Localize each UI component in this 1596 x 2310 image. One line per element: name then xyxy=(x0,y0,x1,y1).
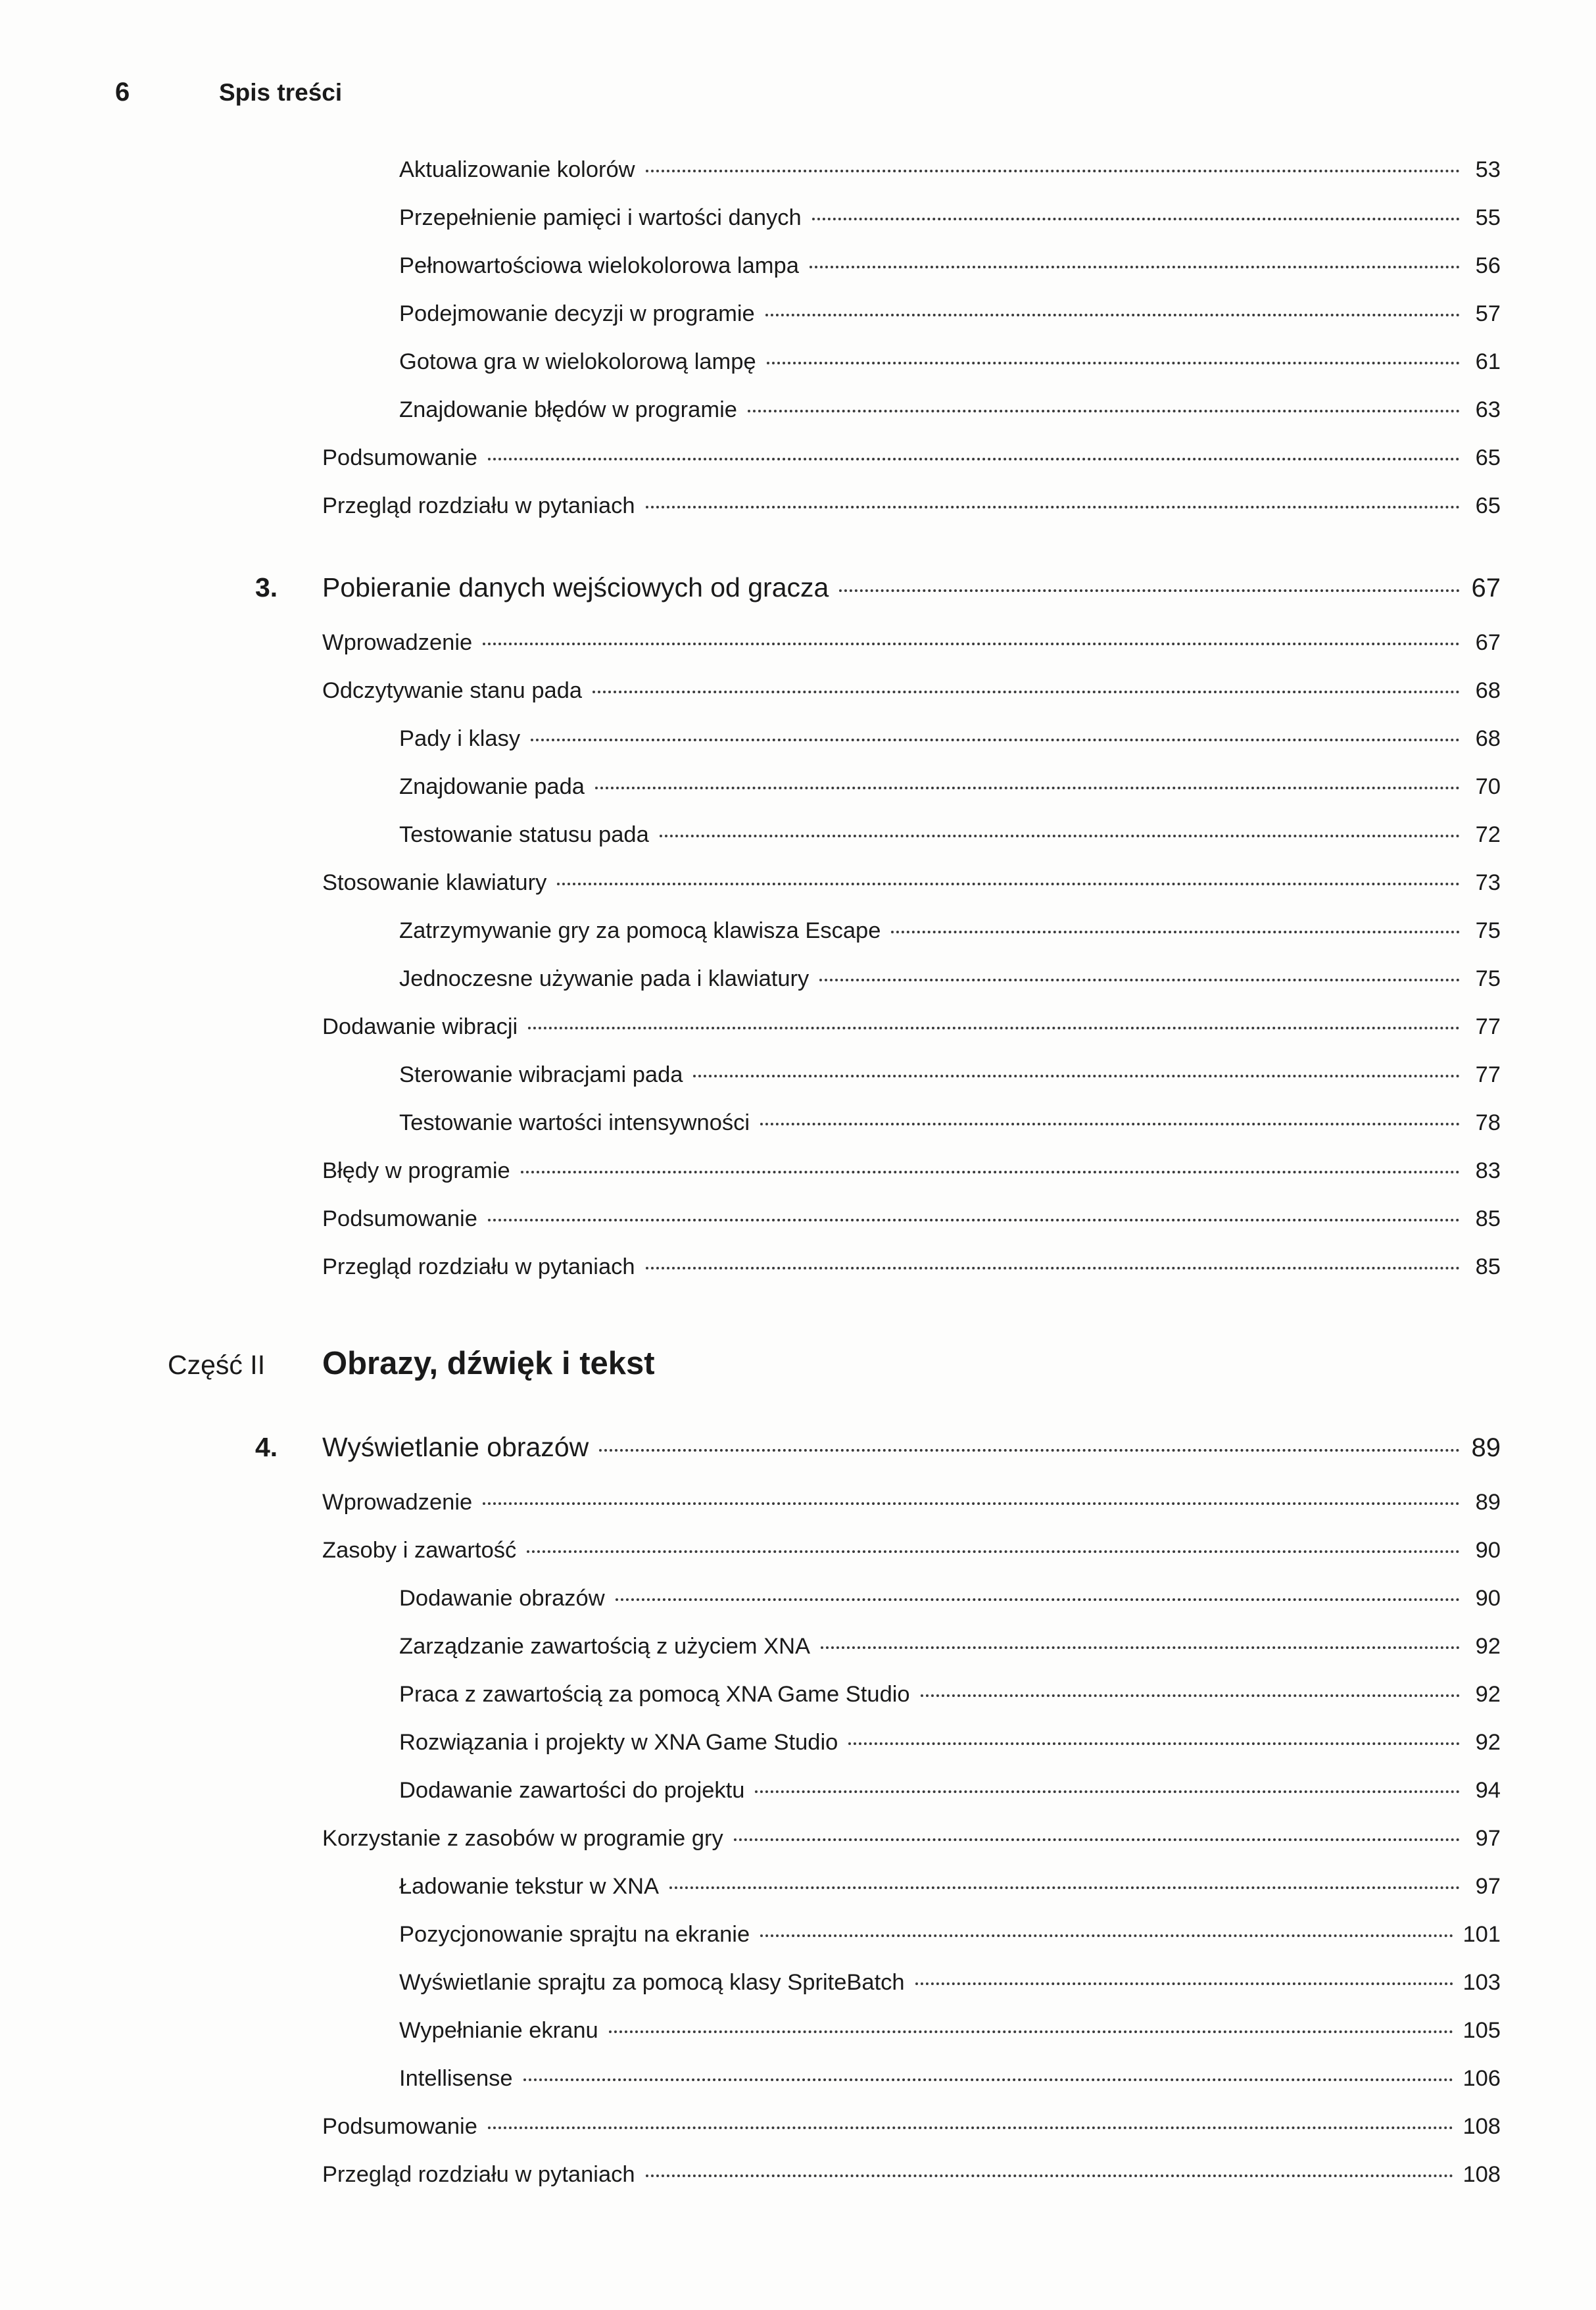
dot-leader xyxy=(599,1449,1460,1452)
toc-entry-page-number: 73 xyxy=(1475,870,1501,895)
toc-entry-label: Przegląd rozdziału w pytaniach xyxy=(322,2162,635,2187)
dot-leader xyxy=(488,458,1460,460)
dot-leader xyxy=(839,589,1460,592)
toc-entry-label: Wypełnianie ekranu xyxy=(399,2018,598,2043)
chapter-number: 4. xyxy=(255,1432,278,1462)
toc-entry-label: Znajdowanie pada xyxy=(399,774,585,799)
toc-entry-page-number: 92 xyxy=(1475,1682,1501,1707)
dot-leader xyxy=(521,1171,1460,1173)
toc-entry-label: Aktualizowanie kolorów xyxy=(399,157,635,182)
toc-entry xyxy=(0,1767,1501,1815)
toc-entry-label: Zasoby i zawartość xyxy=(322,1538,517,1563)
toc-entry-label: Dodawanie wibracji xyxy=(322,1014,518,1039)
dot-leader xyxy=(760,1123,1460,1125)
part-title: Obrazy, dźwięk i tekst xyxy=(322,1346,655,1381)
dot-leader xyxy=(767,362,1460,364)
toc-entry xyxy=(0,482,1501,530)
toc-entry-page-number: 72 xyxy=(1475,822,1501,847)
toc-entry-page-number: 106 xyxy=(1463,2066,1501,2091)
toc-entry-page-number: 61 xyxy=(1475,349,1501,374)
toc-entry-label: Intellisense xyxy=(399,2066,513,2091)
toc-entry-page-number: 55 xyxy=(1475,205,1501,230)
toc-entry-page-number: 90 xyxy=(1475,1586,1501,1611)
toc-entry-label: Znajdowanie błędów w programie xyxy=(399,397,737,422)
toc-entry xyxy=(0,1959,1501,2007)
toc-entry xyxy=(0,955,1501,1003)
page-header xyxy=(115,78,342,107)
dot-leader xyxy=(812,218,1460,220)
toc-entry xyxy=(0,619,1501,667)
toc-entry-page-number: 103 xyxy=(1463,1970,1501,1995)
dot-leader xyxy=(531,739,1460,741)
dot-leader xyxy=(921,1694,1460,1697)
toc-entry xyxy=(0,290,1501,338)
toc-entry xyxy=(0,146,1501,194)
dot-leader xyxy=(660,835,1460,837)
toc-entry xyxy=(0,1623,1501,1671)
toc-entry-label: Rozwiązania i projekty w XNA Game Studio xyxy=(399,1730,838,1755)
toc-entry-label: Stosowanie klawiatury xyxy=(322,870,547,895)
toc-entry xyxy=(0,1003,1501,1051)
dot-leader xyxy=(819,979,1460,981)
dot-leader xyxy=(488,1219,1460,1221)
dot-leader xyxy=(557,883,1460,885)
dot-leader xyxy=(669,1886,1460,1889)
toc-entry xyxy=(0,2103,1501,2151)
toc-entry-page-number: 65 xyxy=(1475,445,1501,470)
toc-entry-page-number: 108 xyxy=(1463,2114,1501,2139)
toc-entry-label: Ładowanie tekstur w XNA xyxy=(399,1874,660,1899)
page-number: 6 xyxy=(115,78,130,107)
toc-entry-page-number: 77 xyxy=(1475,1062,1501,1087)
toc-entry xyxy=(0,1671,1501,1719)
part-number: Część II xyxy=(168,1350,266,1380)
dot-leader xyxy=(527,1550,1460,1553)
dot-leader xyxy=(755,1790,1460,1793)
toc-entry-label: Zatrzymywanie gry za pomocą klawisza Escape xyxy=(399,918,881,943)
toc-entry-page-number: 75 xyxy=(1475,918,1501,943)
toc-entry-page-number: 65 xyxy=(1475,493,1501,518)
toc-entry xyxy=(0,1719,1501,1767)
toc-entry-page-number: 57 xyxy=(1475,301,1501,326)
dot-leader xyxy=(693,1075,1460,1077)
toc-entry-label: Przegląd rozdziału w pytaniach xyxy=(322,493,635,518)
toc-entry xyxy=(0,434,1501,482)
toc-entry xyxy=(0,194,1501,242)
dot-leader xyxy=(646,2175,1454,2177)
toc-entry-label: Podejmowanie decyzji w programie xyxy=(399,301,755,326)
toc-entry-label: Gotowa gra w wielokolorową lampę xyxy=(399,349,756,374)
toc-entry xyxy=(0,2055,1501,2103)
toc-entry xyxy=(0,763,1501,811)
dot-leader xyxy=(616,1598,1460,1601)
toc-entry xyxy=(0,715,1501,763)
toc-entry-page-number: 108 xyxy=(1463,2162,1501,2187)
toc-entry xyxy=(0,2151,1501,2199)
dot-leader xyxy=(915,1982,1454,1985)
chapter-title: Wyświetlanie obrazów xyxy=(322,1432,589,1462)
toc-entry-label: Wprowadzenie xyxy=(322,1490,473,1515)
toc-entry xyxy=(0,1243,1501,1291)
toc-entry-label: Korzystanie z zasobów w programie gry xyxy=(322,1826,723,1851)
toc-entry-page-number: 78 xyxy=(1475,1110,1501,1135)
dot-leader xyxy=(595,787,1460,789)
toc-entry-label: Odczytywanie stanu pada xyxy=(322,678,583,703)
toc-entry-label: Testowanie statusu pada xyxy=(399,822,649,847)
toc-entry-page-number: 105 xyxy=(1463,2018,1501,2043)
toc-entry-label: Błędy w programie xyxy=(322,1158,510,1183)
dot-leader xyxy=(646,170,1460,172)
toc-entry-page-number: 53 xyxy=(1475,157,1501,182)
toc-entry-page-number: 97 xyxy=(1475,1874,1501,1899)
toc-entry-label: Pady i klasy xyxy=(399,726,521,751)
toc-entry-page-number: 70 xyxy=(1475,774,1501,799)
dot-leader xyxy=(810,266,1460,268)
dot-leader xyxy=(609,2030,1454,2033)
toc-entry-label: Dodawanie obrazów xyxy=(399,1586,605,1611)
toc-entry-label: Testowanie wartości intensywności xyxy=(399,1110,750,1135)
toc-entry xyxy=(0,859,1501,907)
toc-entry xyxy=(0,907,1501,955)
dot-leader xyxy=(765,314,1460,316)
toc-entry xyxy=(0,2007,1501,2055)
chapter-title: Pobieranie danych wejściowych od gracza xyxy=(322,572,829,602)
toc-entry xyxy=(0,1527,1501,1575)
toc-part-heading xyxy=(0,1327,1501,1400)
toc-entry-label: Zarządzanie zawartością z użyciem XNA xyxy=(399,1634,811,1659)
chapter-page-number: 67 xyxy=(1471,574,1501,602)
toc-entry-page-number: 56 xyxy=(1475,253,1501,278)
toc-entry-page-number: 77 xyxy=(1475,1014,1501,1039)
toc-entry-page-number: 63 xyxy=(1475,397,1501,422)
dot-leader xyxy=(848,1742,1460,1745)
toc-entry-page-number: 101 xyxy=(1463,1922,1501,1947)
toc-entry xyxy=(0,1863,1501,1911)
toc-entry-label: Podsumowanie xyxy=(322,445,477,470)
dot-leader xyxy=(488,2126,1454,2129)
chapter-number: 3. xyxy=(255,572,278,602)
toc-chapter-entry xyxy=(0,556,1501,619)
running-header-title: Spis treści xyxy=(219,79,343,106)
toc-entry-label: Przegląd rozdziału w pytaniach xyxy=(322,1254,635,1279)
toc-entry-page-number: 68 xyxy=(1475,726,1501,751)
toc-entry-label: Pełnowartościowa wielokolorowa lampa xyxy=(399,253,799,278)
toc-entry-page-number: 94 xyxy=(1475,1778,1501,1803)
dot-leader xyxy=(821,1646,1460,1649)
toc-chapter-entry xyxy=(0,1416,1501,1479)
toc-entry-label: Podsumowanie xyxy=(322,1206,477,1231)
toc-entry xyxy=(0,1575,1501,1623)
toc-entry-label: Pozycjonowanie sprajtu na ekranie xyxy=(399,1922,750,1947)
toc-entry-label: Praca z zawartością za pomocą XNA Game Studio xyxy=(399,1682,910,1707)
toc-entry-label: Podsumowanie xyxy=(322,2114,477,2139)
toc-entry xyxy=(0,338,1501,386)
toc-entry xyxy=(0,1815,1501,1863)
toc-entry xyxy=(0,1479,1501,1527)
toc-entry-label: Dodawanie zawartości do projektu xyxy=(399,1778,745,1803)
toc-entry-label: Wyświetlanie sprajtu za pomocą klasy SpriteBatch xyxy=(399,1970,905,1995)
toc-entry-label: Przepełnienie pamięci i wartości danych xyxy=(399,205,802,230)
toc-entry xyxy=(0,242,1501,290)
dot-leader xyxy=(483,1502,1460,1505)
toc-entry-page-number: 85 xyxy=(1475,1206,1501,1231)
dot-leader xyxy=(891,931,1460,933)
dot-leader xyxy=(528,1027,1460,1029)
toc-entry-page-number: 68 xyxy=(1475,678,1501,703)
toc-entry xyxy=(0,1099,1501,1147)
toc-entry xyxy=(0,1195,1501,1243)
chapter-page-number: 89 xyxy=(1471,1433,1501,1462)
toc-entry-page-number: 92 xyxy=(1475,1730,1501,1755)
dot-leader xyxy=(646,1267,1460,1269)
toc-entry xyxy=(0,1911,1501,1959)
toc-entry xyxy=(0,1051,1501,1099)
toc-entry xyxy=(0,386,1501,434)
toc-entry xyxy=(0,811,1501,859)
toc-entry xyxy=(0,667,1501,715)
toc-entry-label: Sterowanie wibracjami pada xyxy=(399,1062,683,1087)
dot-leader xyxy=(592,691,1460,693)
toc-entry-label: Jednoczesne używanie pada i klawiatury xyxy=(399,966,810,991)
toc-entry-page-number: 92 xyxy=(1475,1634,1501,1659)
toc-entry-page-number: 67 xyxy=(1475,630,1501,655)
toc-entry-page-number: 89 xyxy=(1475,1490,1501,1515)
toc-entry-page-number: 83 xyxy=(1475,1158,1501,1183)
table-of-contents xyxy=(0,146,1501,2199)
dot-leader xyxy=(734,1838,1460,1841)
dot-leader xyxy=(760,1934,1453,1937)
toc-entry-page-number: 85 xyxy=(1475,1254,1501,1279)
dot-leader xyxy=(483,643,1460,645)
toc-entry-page-number: 90 xyxy=(1475,1538,1501,1563)
dot-leader xyxy=(748,410,1460,412)
dot-leader xyxy=(646,506,1460,508)
toc-entry-label: Wprowadzenie xyxy=(322,630,473,655)
dot-leader xyxy=(523,2078,1454,2081)
toc-entry-page-number: 97 xyxy=(1475,1826,1501,1851)
toc-entry-page-number: 75 xyxy=(1475,966,1501,991)
toc-entry xyxy=(0,1147,1501,1195)
